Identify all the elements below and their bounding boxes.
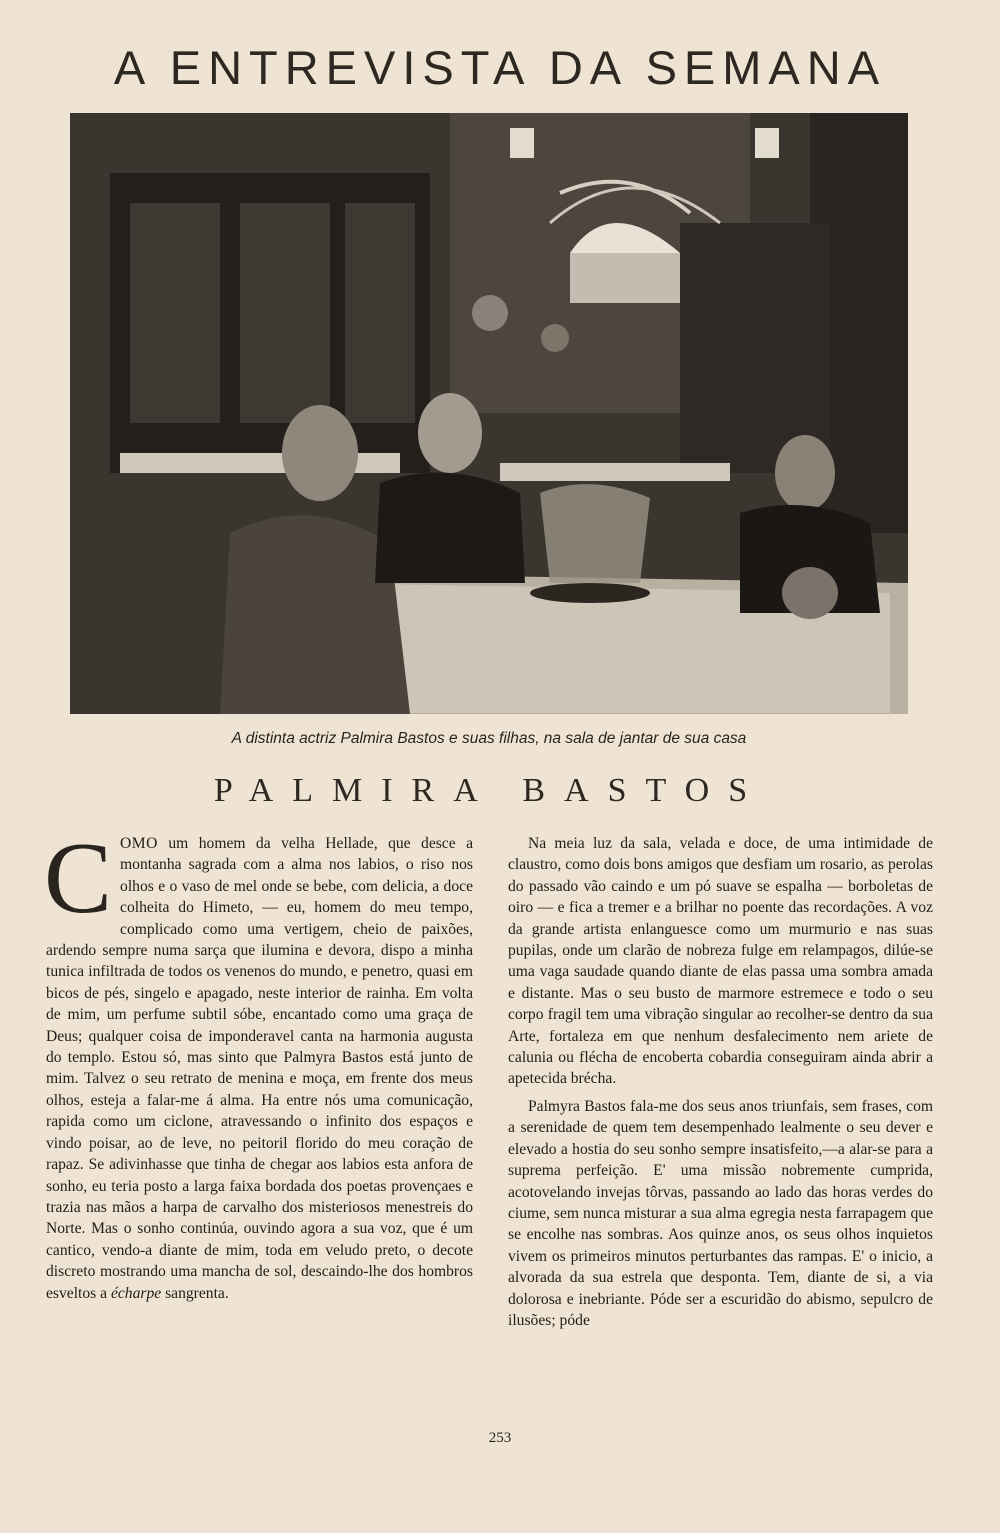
page-number: 253 — [488, 1430, 512, 1446]
masthead: A ENTREVISTA DA SEMANA — [113, 41, 887, 94]
paragraph-end: sangrenta. — [161, 1284, 229, 1302]
photograph-dining-room — [70, 113, 908, 714]
photo-caption: A distinta actriz Palmira Bastos e suas filhas, na sala de jantar de sua casa — [231, 730, 747, 747]
article-title: PALMIRA BASTOS — [213, 772, 767, 809]
lead-word: OMO — [120, 835, 158, 852]
photo-illustration — [70, 113, 908, 714]
italic-word: écharpe — [110, 1284, 162, 1302]
paragraph: Palmyra Bastos fala-me dos seus anos triunfais, sem frases, com a serenidade de quem tem desempenhado lealmente o seu dever e elevado a hostia do seu sonho sempre insatisfeito,—a alar-se para a suprema perfeição. E' uma missão nobremente cumprida, acotovelando invejas tôrvas, passando ao lado das horas verdes do ciume, sem nunca misturar a sua alma egregia nesta farrapagem que se encolhe nas sombras. Aos quinze anos, os seus olhos inquietos vivem os primeiros minutos perturbantes das rampas. E' o inicio, a alvorada da sua estrela que desponta. Tem, diante de si, a via dolorosa e inebriante. Póde ser a escuridão do abismo, sepulcro de ilusões; póde — [508, 1097, 933, 1329]
paragraph — [44, 822, 473, 1304]
article-column-right — [508, 833, 933, 1331]
drop-cap: C — [44, 822, 113, 935]
paragraph: Na meia luz da sala, velada e doce, de uma intimidade de claustro, como dois bons amigos que desfiam um rosario, as perolas do passado vão caindo e um pó suave se espalha — borboletas de oiro — e fica a tremer e a brilhar no poente das recordações. A voz da grande artista enlanguesce como um murmurio e nas suas pupilas, onde um clarão de nobreza fulge em relampagos, dilúe-se uma vaga saudade quando diante de elas passa uma sombra amada e distante. Mas o seu busto de marmore estremece e todo o seu corpo fragil tem uma vibração singular ao recolher-se dentro da sua Arte, fortaleza em que nenhum desfalecimento nem ariete de calunia ou flécha de encoberta cobardia conseguiram ainda abrir a apetecida brécha. — [508, 835, 933, 1088]
paragraph-text: um homem da velha Hellade, que desce a montanha sagrada com a alma nos labios, o riso nos olhos e o vaso de mel onde se bebe, com delicia, a doce colheita do Himeto, — eu, homem do meu tempo, complicado como uma vertigem, cheio de paixões, ardendo sempre numa sarça que ilumina e devora, dispo a minha tunica infiltrada de todos os venenos do mundo, e penetro, quasi em bicos de pés, singelo e apagado, neste interior de rainha. Em volta de mim, um perfume subtil sóbe, encantado como uma graça de Deus; qualquer coisa de imponderavel canta na harmonia augusta do templo. Estou só, mas sinto que Palmyra Bastos está junto de mim. Talvez o seu retrato de menina e moça, em frente dos meus olhos, esteja a falar-me á alma. Ha entre nós uma comunicação, rapida como um ciclone, atravessando o infinito dos espaços e vindo poisar, ao de leve, no peitoril florido do meu coração de rapaz. Se adivinhasse que tinha de chegar aos labios esta anfora de sonho, eu teria posto a larga faixa bordada dos poetas provençaes e trazia nas mãos a harpa de carvalho dos misteriosos menestreis do Norte. Mas o sonho continúa, ouvindo agora a sua voz, que é um cantico, vendo-a diante de mim, toda em veludo preto, o decote discreto mostrando uma mancha de sol, descaindo-lhe dos hombros esveltos a — [46, 835, 473, 1302]
article-column-left — [44, 822, 473, 1304]
